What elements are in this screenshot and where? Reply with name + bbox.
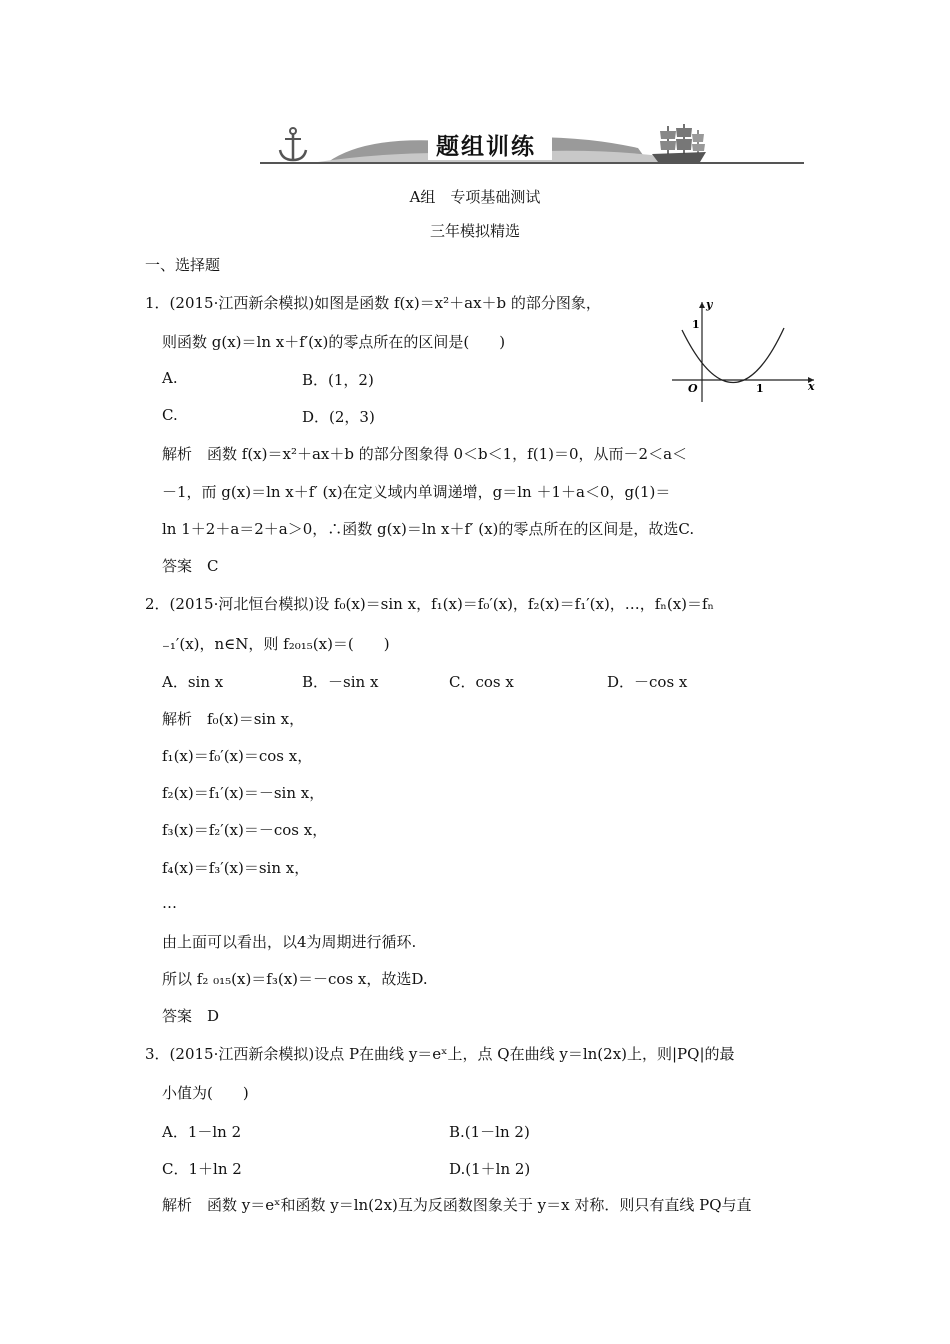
sailing-ship-icon [648,122,710,166]
q2-analysis-line7: 由上面可以看出，以4为周期进行循环. [162,933,417,951]
q3-option-c: C．1＋ln 2 [162,1160,242,1178]
q2-option-b: B．－sin x [302,673,379,691]
q2-analysis-line1: 解析 f₀(x)＝sin x， [162,710,305,728]
q2-answer: 答案 D [162,1007,220,1025]
q3-option-a: A．1－ln 2 [162,1123,242,1141]
q2-analysis-line5: f₄(x)＝f₃′(x)＝sin x， [162,859,310,877]
q2-stem-line1: 2．(2015·河北恒台模拟)设 f₀(x)＝sin x，f₁(x)＝f₀′(x)，f₂(x)＝f₁′(x)，…，fₙ(x)＝fₙ [145,595,715,613]
q2-analysis-line2: f₁(x)＝f₀′(x)＝cos x， [162,747,313,765]
q1-function-graph [668,296,820,406]
q1-answer: 答案 C [162,557,219,575]
q1-option-a: A. [162,369,178,387]
q1-analysis-line1: 解析 函数 f(x)＝x²＋ax＋b 的部分图象得 0＜b＜1，f(1)＝0，从而－2＜a＜ [162,445,688,463]
q2-analysis-line3: f₂(x)＝f₁′(x)＝－sin x， [162,784,325,802]
q1-analysis-line2: －1，而 g(x)＝ln x＋f′ (x)在定义域内单调递增，g＝ln ＋1＋a＜0，g(1)＝ [162,483,671,501]
section-title: 三年模拟精选 [429,222,520,240]
q2-analysis-line8: 所以 f₂ ₀₁₅(x)＝f₃(x)＝－cos x，故选D. [162,970,428,988]
q2-stem-line2: ₋₁′(x)，n∈N，则 f₂₀₁₅(x)＝( ) [162,635,390,653]
x-axis-label: x [808,380,815,393]
q1-option-c: C. [162,406,178,424]
parabola-curve [682,328,784,383]
y-tick-label: 1 [692,318,700,331]
origin-label: O [688,382,698,395]
q1-stem-line2: 则函数 g(x)＝ln x＋f′(x)的零点所在的区间是( ) [162,333,506,351]
section-banner [258,122,806,168]
q1-option-d: D．(2，3) [302,408,375,426]
q3-option-d: D.(1＋ln 2) [449,1160,531,1178]
group-title: A组 专项基础测试 [409,188,541,206]
q3-analysis-line1: 解析 函数 y＝eˣ和函数 y＝ln(2x)互为反函数图象关于 y＝x 对称．则只有直线 PQ与直 [162,1196,752,1214]
q2-analysis-line4: f₃(x)＝f₂′(x)＝－cos x， [162,821,328,839]
q1-analysis-line3: ln 1＋2＋a＝2＋a＞0，∴函数 g(x)＝ln x＋f′ (x)的零点所在的区间是，故选C. [162,520,695,538]
q2-analysis-line6: … [162,894,177,912]
part-heading: 一、选择题 [145,256,221,274]
x-tick-label: 1 [756,382,764,395]
q1-stem-line1: 1．(2015·江西新余模拟)如图是函数 f(x)＝x²＋ax＋b 的部分图象， [145,294,601,312]
q2-option-d: D．－cos x [607,673,688,691]
anchor-icon [276,126,310,164]
q3-stem-line1: 3．(2015·江西新余模拟)设点 P在曲线 y＝eˣ上，点 Q在曲线 y＝ln(2x)上，则|PQ|的最 [145,1045,735,1063]
q3-stem-line2: 小值为( ) [162,1084,249,1102]
y-axis-label: y [706,298,713,311]
banner-title: 题组训练 [436,134,536,160]
q2-option-c: C．cos x [449,673,514,691]
q3-option-b: B.(1－ln 2) [449,1123,530,1141]
y-axis-arrow [699,302,705,308]
q1-option-b: B．(1，2) [302,371,374,389]
q2-option-a: A．sin x [162,673,224,691]
